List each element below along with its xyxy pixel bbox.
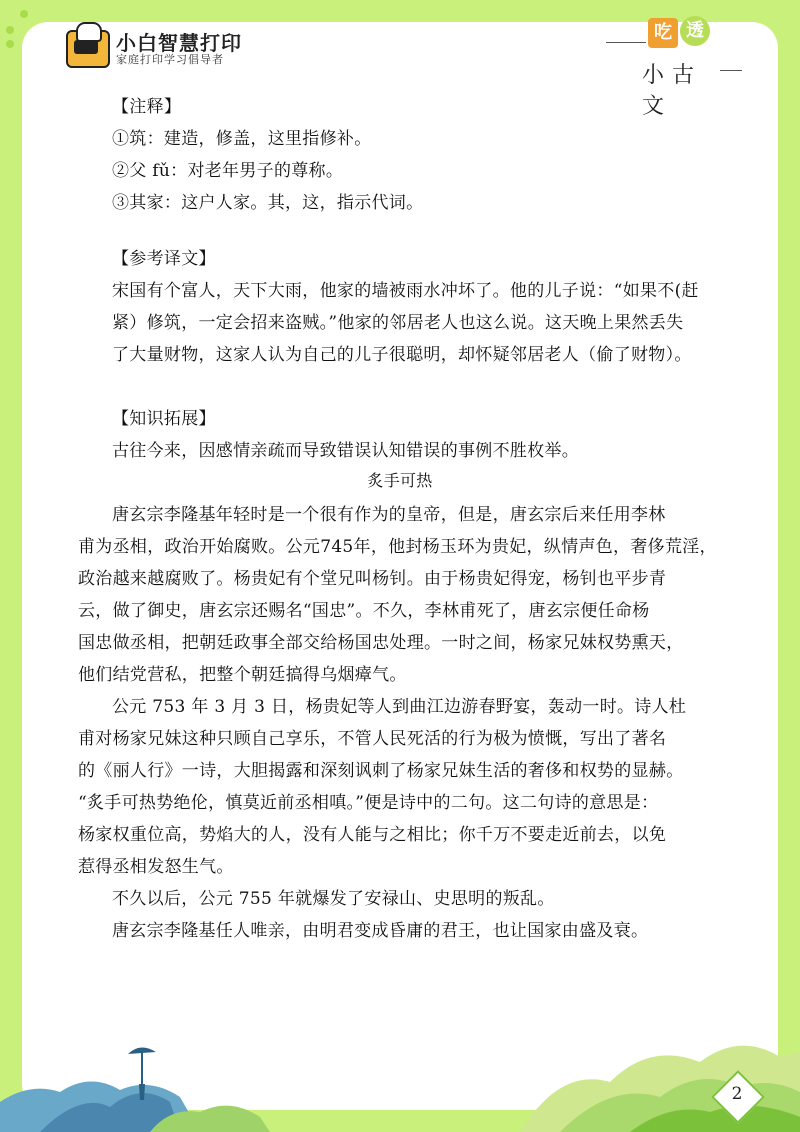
logo-slogan: 家庭打印学习倡导者	[116, 52, 224, 66]
paragraph-line: 公元 753 年 3 月 3 日，杨贵妃等人到曲江边游春野宴，轰动一时。诗人杜	[112, 697, 687, 717]
extension-intro: 古往今来，因感情亲疏而导致错误认知错误的事例不胜枚举。	[112, 441, 580, 461]
series-brand	[620, 18, 730, 119]
paragraph-line: 不久以后，公元 755 年就爆发了安禄山、史思明的叛乱。	[112, 889, 555, 909]
paragraph-line: 云，做了御史，唐玄宗还赐名“国忠”。不久，李林甫死了，唐玄宗便任命杨	[78, 601, 650, 621]
brand-char-chi: 吃	[648, 18, 678, 48]
paragraph-line: “炙手可热势绝伦，慎莫近前丞相嗔。”便是诗中的二句。这二句诗的意思是：	[78, 793, 659, 813]
extension-heading: 【知识拓展】	[112, 409, 216, 429]
note-item: ①筑：建造，修盖，这里指修补。	[112, 129, 372, 149]
translation-line: 了大量财物，这家人认为自己的儿子很聪明，却怀疑邻居老人（偷了财物）。	[112, 345, 692, 365]
translation-heading: 【参考译文】	[112, 249, 216, 269]
page-number-badge	[713, 1072, 761, 1120]
paragraph-line: 国忠做丞相，把朝廷政事全部交给杨国忠处理。一时之间，杨家兄妹权势熏天，	[78, 633, 684, 653]
brand-char-tou: 透	[680, 16, 710, 46]
paragraph-line: 他们结党营私，把整个朝廷搞得乌烟瘴气。	[78, 665, 407, 685]
story-title: 炙手可热	[367, 471, 433, 490]
brand-divider	[720, 70, 742, 71]
paragraph-line: 甫对杨家兄妹这种只顾自己享乐，不管人民死活的行为极为愤慨，写出了著名	[78, 729, 667, 749]
paragraph-line: 唐玄宗李隆基年轻时是一个很有作为的皇帝，但是，唐玄宗后来任用李林	[112, 505, 666, 525]
paragraph-line: 惹得丞相发怒生气。	[78, 857, 234, 877]
page-number: 2	[731, 1084, 743, 1104]
paragraph-line: 政治越来越腐败了。杨贵妃有个堂兄叫杨钊。由于杨贵妃得宠，杨钊也平步青	[78, 569, 667, 589]
paragraph-line: 的《丽人行》一诗，大胆揭露和深刻讽刺了杨家兄妹生活的奢侈和权势的显赫。	[78, 761, 684, 781]
logo-title: 小白智慧打印	[116, 30, 242, 55]
paragraph-line: 甫为丞相，政治开始腐败。公元745年，他封杨玉环为贵妃，纵情声色，奢侈荒淫，	[78, 537, 717, 557]
brand-subtitle: 小古文	[642, 63, 703, 119]
brand-logo	[66, 30, 242, 68]
paragraph-line: 杨家权重位高，势焰大的人，没有人能与之相比；你千万不要走近前去，以免	[78, 825, 667, 845]
translation-line: 紧）修筑，一定会招来盗贼。”他家的邻居老人也这么说。这天晚上果然丢失	[112, 313, 684, 333]
paragraph-line: 唐玄宗李隆基任人唯亲，由明君变成昏庸的君王，也让国家由盛及衰。	[112, 921, 649, 941]
printer-mascot-icon	[66, 30, 110, 68]
notes-heading: 【注释】	[112, 97, 182, 117]
translation-line: 宋国有个富人，天下大雨，他家的墙被雨水冲坏了。他的儿子说：“如果不(赶	[112, 281, 699, 301]
brand-divider	[606, 42, 646, 43]
note-item: ③其家：这户人家。其，这，指示代词。	[112, 193, 424, 213]
note-item: ②父 fǔ：对老年男子的尊称。	[112, 161, 344, 181]
